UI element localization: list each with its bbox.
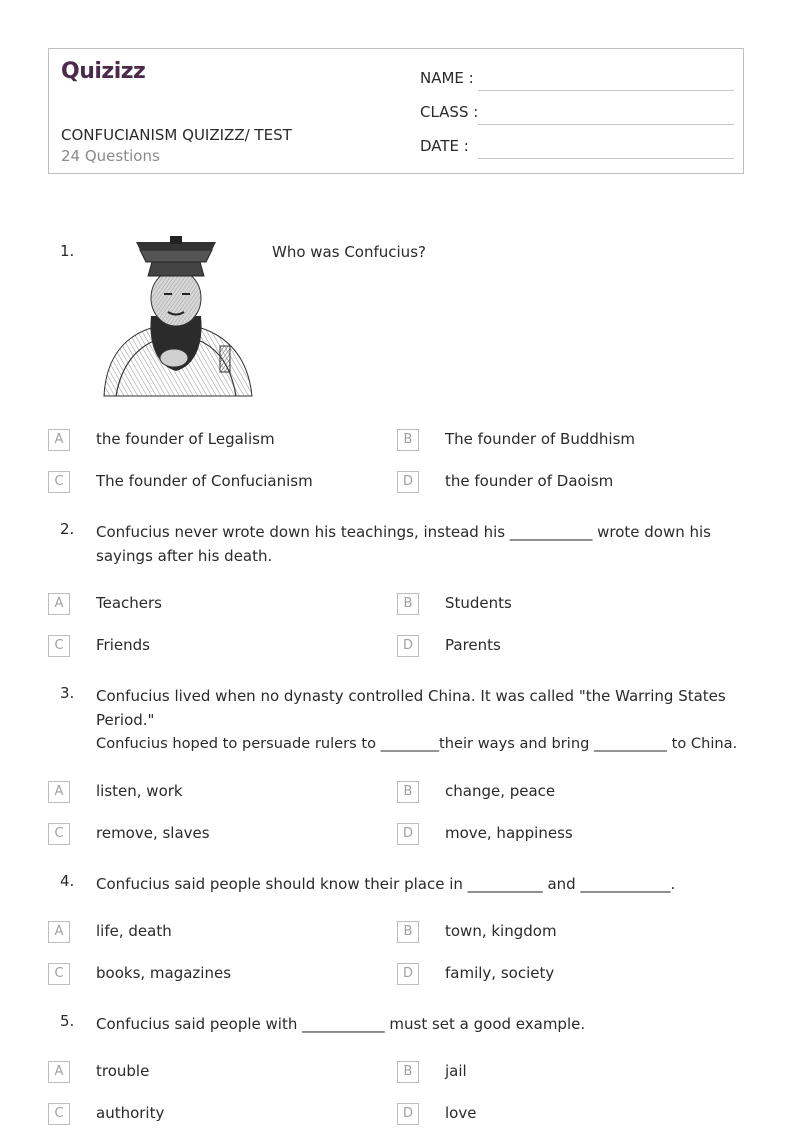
question-number: 3. — [60, 684, 75, 702]
class-label: CLASS : — [420, 103, 479, 121]
option-letter: D — [397, 963, 419, 985]
question-text — [96, 1012, 748, 1036]
option-text: family, society — [445, 964, 555, 982]
option-letter: C — [48, 471, 70, 493]
option-letter: B — [397, 781, 419, 803]
option-letter: A — [48, 593, 70, 615]
option-letter: A — [48, 429, 70, 451]
option-letter: D — [397, 1103, 419, 1125]
option-text: the founder of Daoism — [445, 472, 614, 490]
option-text: town, kingdom — [445, 922, 557, 940]
option-text: The founder of Confucianism — [96, 472, 313, 490]
question-line: Confucius never wrote down his teachings, instead his ___________ wrote down his — [96, 523, 711, 541]
quiz-title: CONFUCIANISM QUIZIZZ/ TEST — [61, 126, 292, 144]
option-text: trouble — [96, 1062, 150, 1080]
option-text: Students — [445, 594, 512, 612]
option-letter: D — [397, 635, 419, 657]
option-text: remove, slaves — [96, 824, 210, 842]
question-line: Confucius lived when no dynasty controlled China. It was called "the Warring States — [96, 687, 726, 705]
option-letter: B — [397, 593, 419, 615]
question-line: Confucius said people with ___________ must set a good example. — [96, 1015, 586, 1033]
option-text: Friends — [96, 636, 150, 654]
question-number: 5. — [60, 1012, 75, 1030]
question-number: 1. — [60, 242, 75, 260]
option-text: life, death — [96, 922, 172, 940]
question-line: sayings after his death. — [96, 547, 273, 565]
option-letter: B — [397, 1061, 419, 1083]
question-line: Confucius hoped to persuade rulers to ________their ways and bring __________ to China. — [96, 735, 738, 752]
option-letter: C — [48, 635, 70, 657]
class-line — [478, 124, 734, 125]
worksheet-header — [48, 48, 744, 174]
date-field — [420, 137, 734, 161]
question-text — [96, 872, 748, 896]
name-label: NAME : — [420, 69, 474, 87]
name-line — [478, 90, 734, 91]
option-text: books, magazines — [96, 964, 232, 982]
option-text: move, happiness — [445, 824, 573, 842]
option-letter: A — [48, 921, 70, 943]
option-text: change, peace — [445, 782, 556, 800]
option-letter: A — [48, 781, 70, 803]
option-text: Teachers — [96, 594, 162, 612]
option-letter: B — [397, 429, 419, 451]
option-letter: C — [48, 963, 70, 985]
option-letter: D — [397, 823, 419, 845]
question-text — [96, 684, 748, 756]
question-number: 4. — [60, 872, 75, 890]
class-field — [420, 103, 734, 127]
option-letter: C — [48, 823, 70, 845]
question-text: Who was Confucius? — [272, 243, 426, 261]
question-number: 2. — [60, 520, 75, 538]
date-label: DATE : — [420, 137, 469, 155]
question-text — [96, 520, 748, 568]
option-letter: C — [48, 1103, 70, 1125]
option-text: listen, work — [96, 782, 183, 800]
question-line: Period." — [96, 711, 155, 729]
name-field — [420, 69, 734, 93]
date-line — [478, 158, 734, 159]
option-letter: D — [397, 471, 419, 493]
question-count: 24 Questions — [61, 147, 160, 165]
quizizz-logo: Quizizz — [61, 59, 146, 84]
option-text: the founder of Legalism — [96, 430, 275, 448]
option-text: The founder of Buddhism — [445, 430, 635, 448]
option-letter: B — [397, 921, 419, 943]
option-text: Parents — [445, 636, 501, 654]
question-line: Confucius said people should know their place in __________ and ____________. — [96, 875, 676, 893]
confucius-portrait-image — [96, 236, 256, 404]
option-text: jail — [445, 1062, 467, 1080]
option-text: love — [445, 1104, 477, 1122]
option-letter: A — [48, 1061, 70, 1083]
option-text: authority — [96, 1104, 165, 1122]
